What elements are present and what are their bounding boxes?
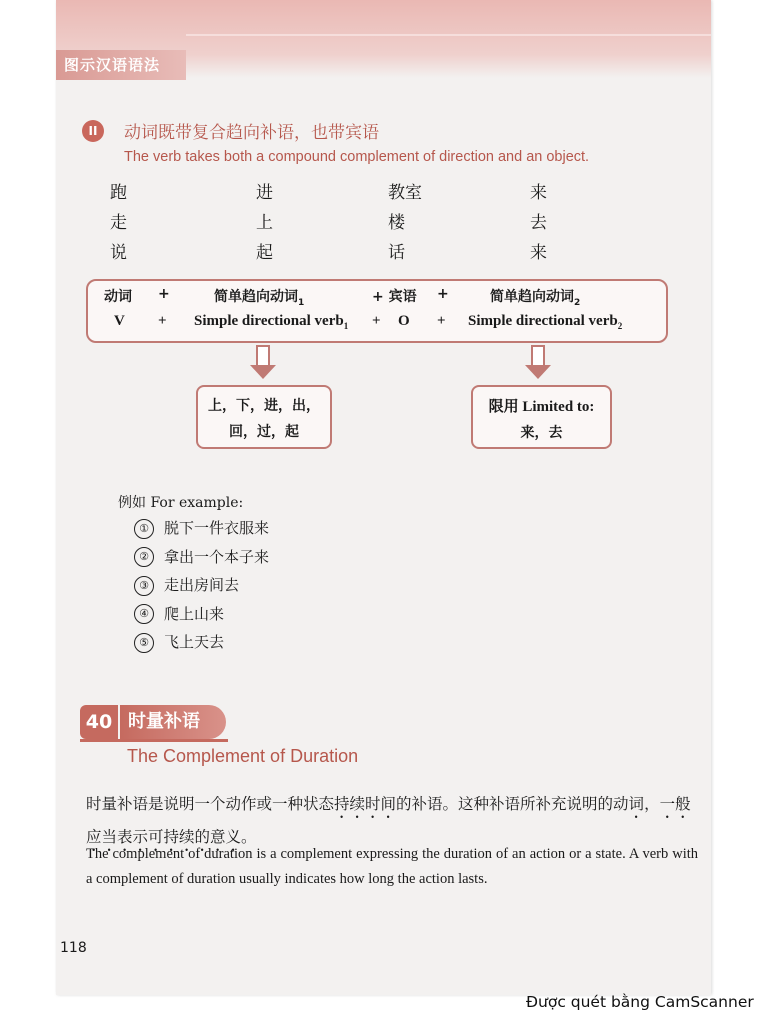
directional-verbs-line1: 上，下，进，出， [208, 398, 320, 414]
limited-to-values: 来，去 [520, 425, 563, 441]
book-title-tab: 图示汉语语法 [56, 50, 186, 80]
list-item: ⑤ 飞上天去 [134, 628, 269, 657]
formula-en-verb: V [114, 313, 125, 329]
word-cell: 说 [110, 243, 127, 263]
topic-underline [80, 739, 228, 742]
formula-cn-dir1: 简单趋向动词$_1$ [214, 289, 305, 308]
header-rule [186, 34, 711, 36]
word-cell: 走 [110, 213, 127, 233]
topic-paragraph-cn: 时量补语是说明一个动作或一种状态持续时间的补语。这种补语所补充说明的动词，一般应当表示可持续的意义。 [86, 795, 691, 846]
directional-verbs-line2: 回，过，起 [229, 424, 299, 440]
word-cell: 进 [256, 183, 273, 203]
section-title-en: The verb takes both a compound complement of direction and an object. [124, 149, 590, 165]
word-cell: 话 [388, 243, 405, 263]
section-number-badge: II [82, 120, 104, 142]
page-number: 118 [60, 940, 87, 956]
formula-en-plus: + [158, 313, 167, 329]
formula-en-dir2: Simple directional verb$_2$ [468, 313, 623, 331]
limited-to-label: 限用 Limited to: [488, 399, 595, 415]
word-cell: 起 [256, 243, 273, 263]
formula-en-object: O [398, 313, 410, 329]
topic-title-en: The Complement of Duration [127, 746, 359, 766]
list-item: ① 脱下一件衣服来 [134, 514, 269, 543]
word-cell: 跑 [110, 183, 127, 203]
topic-number: 40 [80, 705, 118, 739]
word-cell: 上 [256, 213, 273, 233]
word-cell: 楼 [388, 213, 405, 233]
formula-en-dir1: Simple directional verb$_1$ [194, 313, 349, 331]
limited-to-box [471, 385, 612, 449]
word-cell: 来 [530, 243, 547, 263]
list-item: ② 拿出一个本子来 [134, 543, 269, 572]
down-arrow-icon [250, 345, 276, 379]
example-label: 例如 For example: [118, 495, 244, 511]
word-cell: 教室 [388, 183, 422, 203]
topic-badge [80, 705, 228, 739]
list-item: ③ 走出房间去 [134, 571, 269, 600]
formula-en-plus: + [372, 313, 381, 329]
list-item: ④ 爬上山来 [134, 600, 269, 629]
formula-cn-plus: + [437, 286, 449, 302]
topic-title-cn: 时量补语 [120, 705, 226, 739]
formula-cn-object: + 宾语 [372, 289, 417, 305]
formula-cn-dir2: 简单趋向动词$_2$ [490, 289, 581, 308]
word-cell: 来 [530, 183, 547, 203]
formula-cn-verb: 动词 [104, 289, 132, 305]
example-list [134, 514, 269, 657]
directional-verbs-box [196, 385, 332, 449]
topic-paragraph-en: The complement of duration is a complement expressing the duration of an action or a state. A verb with a complement of duration usually indicates how long the action lasts. [86, 846, 698, 887]
scanner-watermark: Được quét bằng CamScanner [526, 993, 754, 1011]
formula-cn-plus: + [158, 286, 170, 302]
section-title-cn: 动词既带复合趋向补语，也带宾语 [124, 123, 379, 143]
down-arrow-icon [525, 345, 551, 379]
word-cell: 去 [530, 213, 547, 233]
formula-en-plus: + [437, 313, 446, 329]
